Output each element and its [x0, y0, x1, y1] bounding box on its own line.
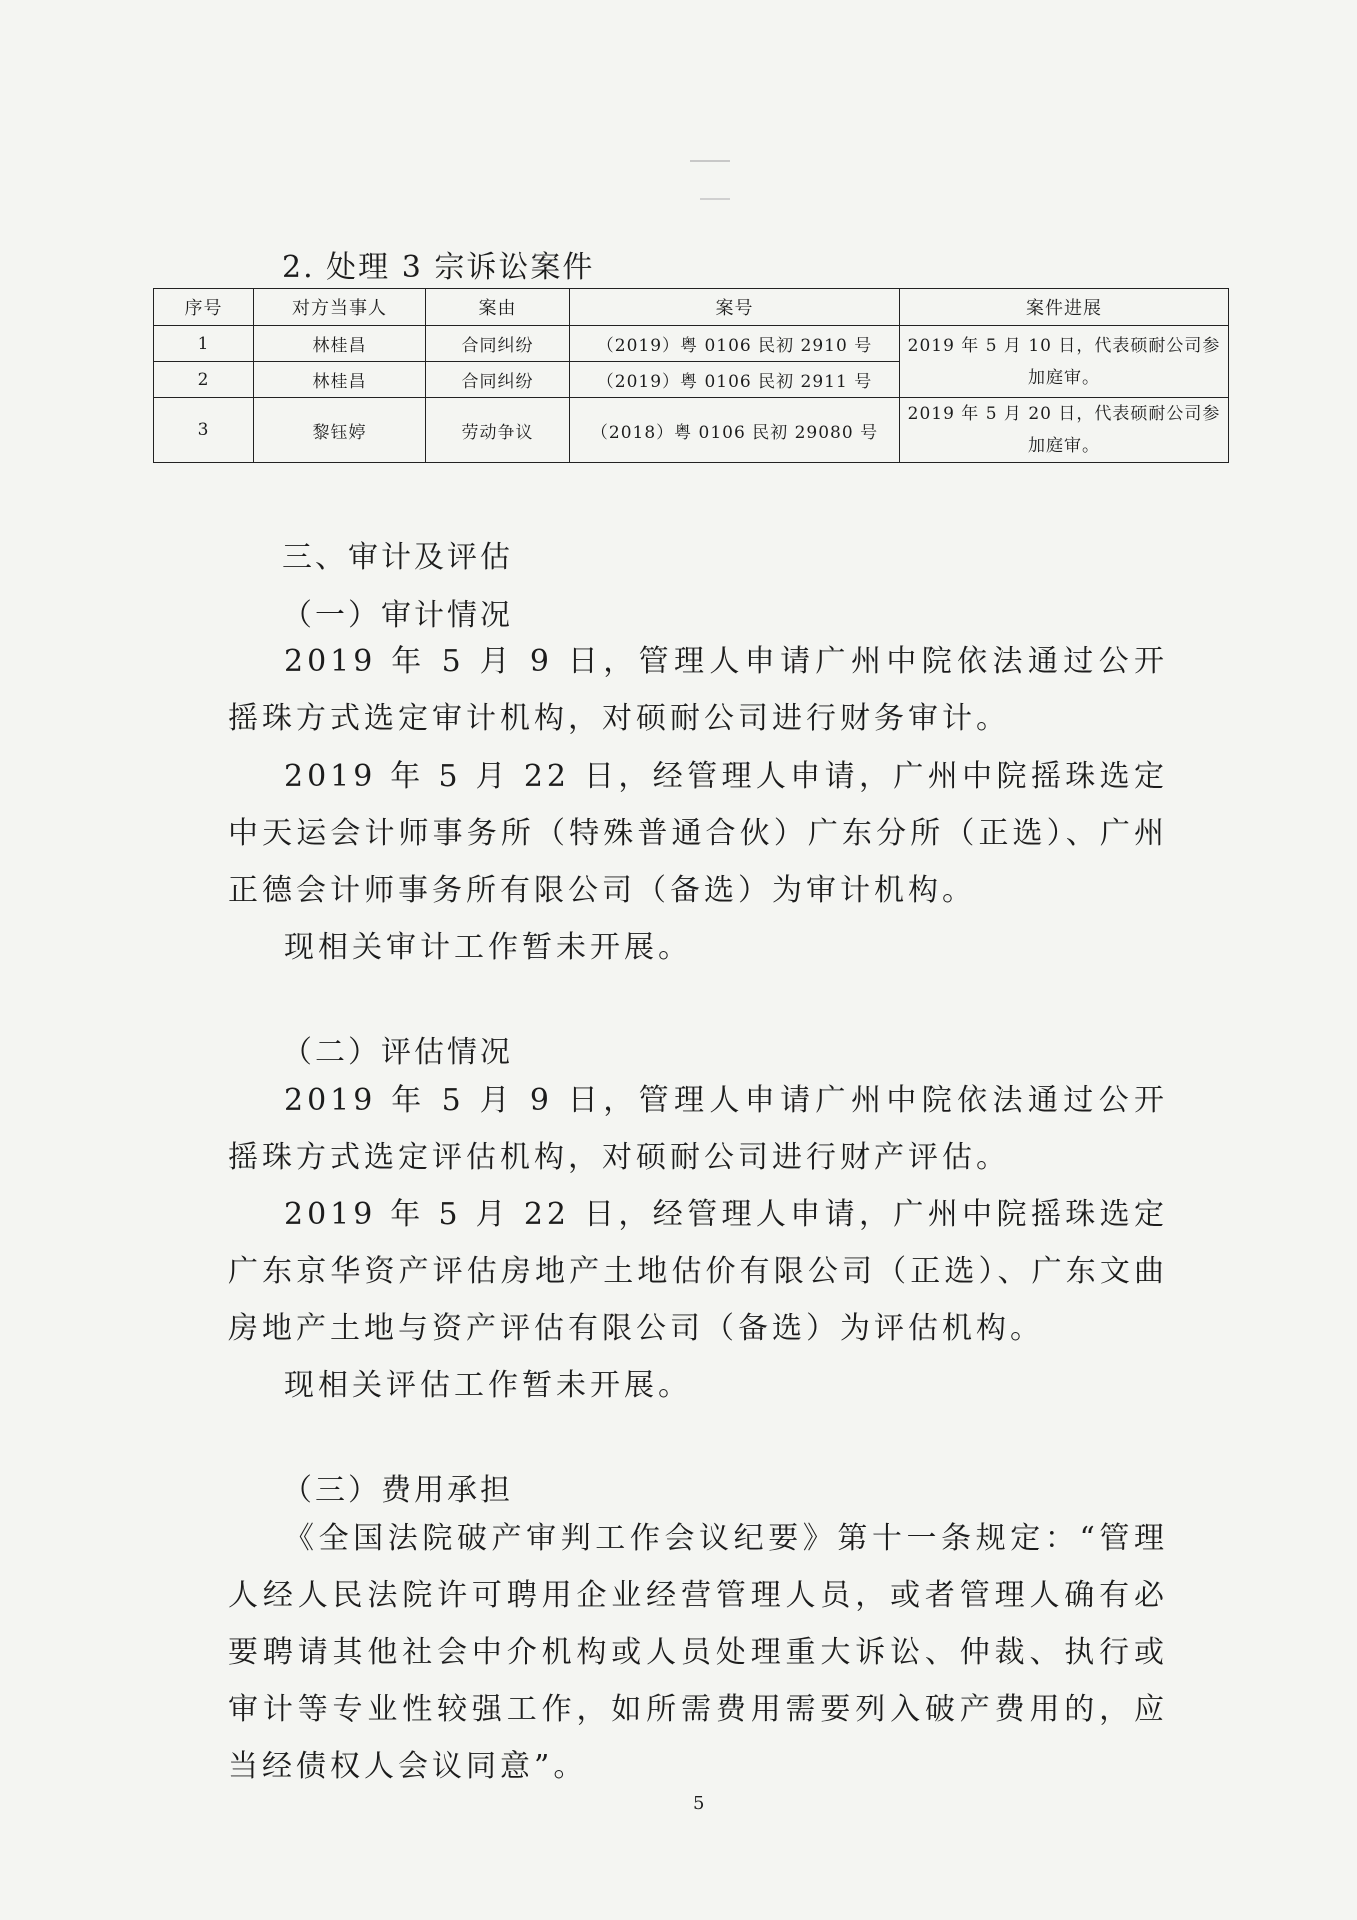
- audit-paragraph: 2019 年 5 月 9 日，管理人申请广州中院依法通过公开摇珠方式选定审计机构，对硕耐公司进行财务审计。: [228, 644, 1168, 736]
- audit-paragraph: 2019 年 5 月 22 日，经管理人申请，广州中院摇珠选定中天运会计师事务所（特殊普通合伙）广东分所（正选）、广州正德会计师事务所有限公司（备选）为审计机构。: [228, 759, 1168, 908]
- table-row: [154, 326, 1229, 362]
- table-row: [154, 398, 1229, 463]
- cell-case-no: （2018）粤 0106 民初 29080 号: [570, 398, 900, 463]
- cell-cause: 合同纠纷: [426, 362, 570, 398]
- cell-case-no: （2019）粤 0106 民初 2911 号: [570, 362, 900, 398]
- cell-progress: 2019 年 5 月 10 日，代表硕耐公司参加庭审。: [900, 326, 1229, 398]
- cell-cause: 劳动争议: [426, 398, 570, 463]
- col-header-party: 对方当事人: [254, 289, 426, 326]
- cell-no: 3: [154, 398, 254, 463]
- page-number: 5: [693, 1793, 705, 1814]
- evaluation-paragraph: 2019 年 5 月 22 日，经管理人申请，广州中院摇珠选定广东京华资产评估房地产土地估价有限公司（正选）、广东文曲房地产土地与资产评估有限公司（备选）为评估机构。: [228, 1197, 1168, 1346]
- col-header-progress: 案件进展: [900, 289, 1229, 326]
- evaluation-title: （二）评估情况: [282, 1035, 513, 1070]
- cell-case-no: （2019）粤 0106 民初 2910 号: [570, 326, 900, 362]
- table-header-row: [154, 289, 1229, 326]
- section-title: 三、审计及评估: [282, 540, 513, 575]
- cell-party: 林桂昌: [254, 326, 426, 362]
- evaluation-paragraph: 2019 年 5 月 9 日，管理人申请广州中院依法通过公开摇珠方式选定评估机构，对硕耐公司进行财产评估。: [228, 1083, 1168, 1175]
- costs-title: （三）费用承担: [282, 1473, 513, 1508]
- cell-no: 2: [154, 362, 254, 398]
- cell-party: 林桂昌: [254, 362, 426, 398]
- cell-party: 黎钰婷: [254, 398, 426, 463]
- col-header-case-no: 案号: [570, 289, 900, 326]
- litigation-table: [153, 288, 1229, 463]
- litigation-heading: 2. 处理 3 宗诉讼案件: [282, 250, 595, 285]
- evaluation-paragraph: 现相关评估工作暂未开展。: [284, 1368, 692, 1403]
- col-header-no: 序号: [154, 289, 254, 326]
- col-header-cause: 案由: [426, 289, 570, 326]
- scan-mark: [690, 160, 730, 162]
- scan-mark: [700, 198, 730, 200]
- costs-paragraph: 《全国法院破产审判工作会议纪要》第十一条规定：“管理人经人民法院许可聘用企业经营管理人员，或者管理人确有必要聘请其他社会中介机构或人员处理重大诉讼、仲裁、执行或审计等专业性较强工作，如所需费用需要列入破产费用的，应当经债权人会议同意”。: [228, 1521, 1168, 1784]
- audit-title: （一）审计情况: [282, 598, 513, 633]
- cell-cause: 合同纠纷: [426, 326, 570, 362]
- cell-no: 1: [154, 326, 254, 362]
- audit-paragraph: 现相关审计工作暂未开展。: [284, 930, 692, 965]
- cell-progress: 2019 年 5 月 20 日，代表硕耐公司参加庭审。: [900, 398, 1229, 463]
